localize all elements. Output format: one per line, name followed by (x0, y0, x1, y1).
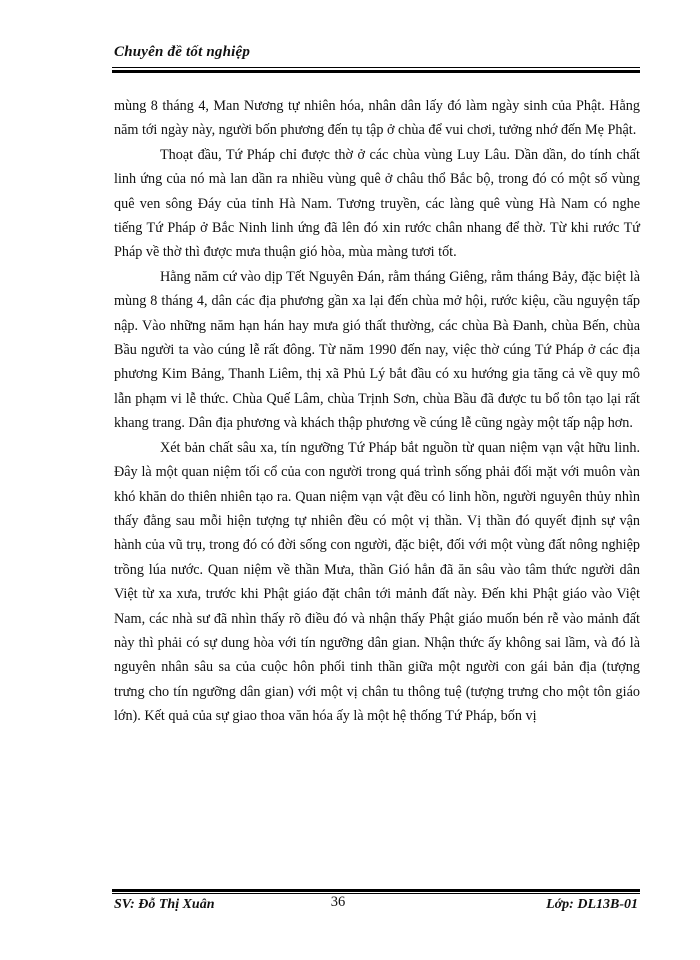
paragraph: Xét bản chất sâu xa, tín ngưỡng Tứ Pháp bắt nguồn từ quan niệm vạn vật hữu linh. Đây là một quan niệm tối cổ của con người trong quá trình sống phải đối mặt với muôn vàn khó khăn do thiên nhiên tạo ra. Quan niệm vạn vật đều có linh hồn, người nguyên thủy nhìn thấy đằng sau mỗi hiện tượng tự nhiên đều có một vị thần. Vị thần đó quyết định sự vận hành của vũ trụ, trong đó có đời sống con người, đặc biệt, đối với một vùng đất nông nghiệp trồng lúa nước. Quan niệm về thần Mưa, thần Gió hẳn đã ăn sâu vào tâm thức người dân Việt từ xa xưa, trước khi Phật giáo đặt chân tới mảnh đất này. Đến khi Phật giáo vào Việt Nam, các nhà sư đã nhìn thấy rõ điều đó và nhận thấy Phật giáo muốn bén rễ vào mảnh đất này thì phải có sự dung hòa với tín ngưỡng dân gian. Nhận thức ấy không sai lầm, và đó là nguyên nhân sâu sa của cuộc hôn phối tinh thần giữa một người con gái bản địa (tượng trưng cho tín ngưỡng dân gian) với một vị chân tu thông tuệ (tượng trưng cho một tôn giáo lớn). Kết quả của sự giao thoa văn hóa ấy là một hệ thống Tứ Pháp, bốn vị (114, 439, 640, 725)
footer-rule-thick (112, 889, 640, 892)
body-text (114, 94, 640, 729)
paragraph: Thoạt đầu, Tứ Pháp chỉ được thờ ở các chùa vùng Luy Lâu. Dần dần, do tính chất linh ứng của nó mà lan dần ra nhiều vùng quê ở châu thổ Bắc bộ, trong đó có một số vùng quê ven sông Đáy của tỉnh Hà Nam. Tương truyền, các làng quê vùng Hà Nam có nghe tiếng Tứ Pháp ở Bắc Ninh linh ứng đã lên đó xin rước chân nhang để thờ. Từ khi rước Tứ Pháp về thờ thì được mưa thuận gió hòa, mùa màng tươi tốt. (114, 146, 640, 261)
footer-class: Lớp: DL13B-01 (546, 897, 638, 912)
page-number: 36 (330, 894, 346, 910)
header-rule-thick (112, 70, 640, 73)
paragraph: Hằng năm cứ vào dịp Tết Nguyên Đán, rằm tháng Giêng, rằm tháng Bảy, đặc biệt là mùng 8 tháng 4, dân các địa phương gần xa lại đến chùa mở hội, rước kiệu, cầu nguyện tấp nập. Vào những năm hạn hán hay mưa gió thất thường, các chùa Bà Đanh, chùa Bến, chùa Bầu người ta vào cúng lễ rất đông. Từ năm 1990 đến nay, việc thờ cúng Tứ Pháp ở các địa phương Kim Bảng, Thanh Liêm, thị xã Phủ Lý bắt đầu có xu hướng gia tăng cả về quy mô lẫn phạm vi lễ thức. Chùa Quế Lâm, chùa Trịnh Sơn, chùa Bầu đã được tu bổ tôn tạo lại rất khang trang. Dân địa phương và khách thập phương về cúng lễ cũng ngày một tấp nập hơn. (114, 268, 640, 432)
header-title: Chuyên đề tốt nghiệp (114, 44, 251, 60)
footer-student-name: SV: Đỗ Thị Xuân (114, 897, 215, 912)
header-rule (112, 67, 640, 68)
paragraph: mùng 8 tháng 4, Man Nương tự nhiên hóa, nhân dân lấy đó làm ngày sinh của Phật. Hằng năm tới ngày này, người bốn phương đến tụ tập ở chùa để vui chơi, tưởng nhớ đến Mẹ Phật. (114, 98, 640, 139)
